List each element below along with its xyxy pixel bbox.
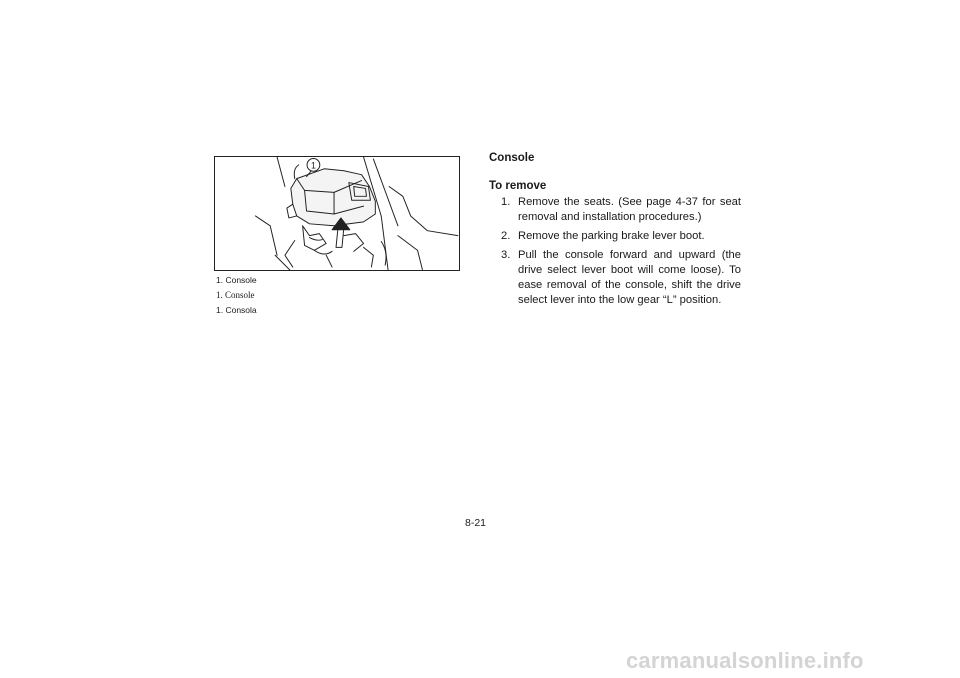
page-number: 8-21 <box>465 517 487 529</box>
caption-english: 1. Console <box>216 275 257 285</box>
step-number: 1. <box>501 196 511 208</box>
section-title: Console <box>489 152 535 164</box>
step-text: Remove the parking brake lever boot. <box>518 230 705 242</box>
step-list <box>489 195 741 308</box>
caption-french: 1. Console <box>216 290 255 300</box>
step-item <box>489 229 741 244</box>
caption-spanish: 1. Consola <box>216 305 257 315</box>
callout-number: 1 <box>310 160 316 171</box>
step-number: 3. <box>501 249 511 261</box>
console-illustration <box>214 156 460 271</box>
subsection-title: To remove <box>489 180 547 192</box>
console-drawing <box>215 157 459 270</box>
step-number: 2. <box>501 230 511 242</box>
step-item <box>489 195 741 225</box>
watermark: carmanualsonline.info <box>626 648 864 673</box>
step-text: Pull the console forward and upward (the drive select lever boot will come loose). To ease removal of the console, shift the drive select lever into the low gear “L” position. <box>518 249 741 306</box>
step-text: Remove the seats. (See page 4-37 for seat removal and installation procedures.) <box>518 196 741 223</box>
step-item <box>489 248 741 308</box>
procedure-section <box>489 152 741 312</box>
